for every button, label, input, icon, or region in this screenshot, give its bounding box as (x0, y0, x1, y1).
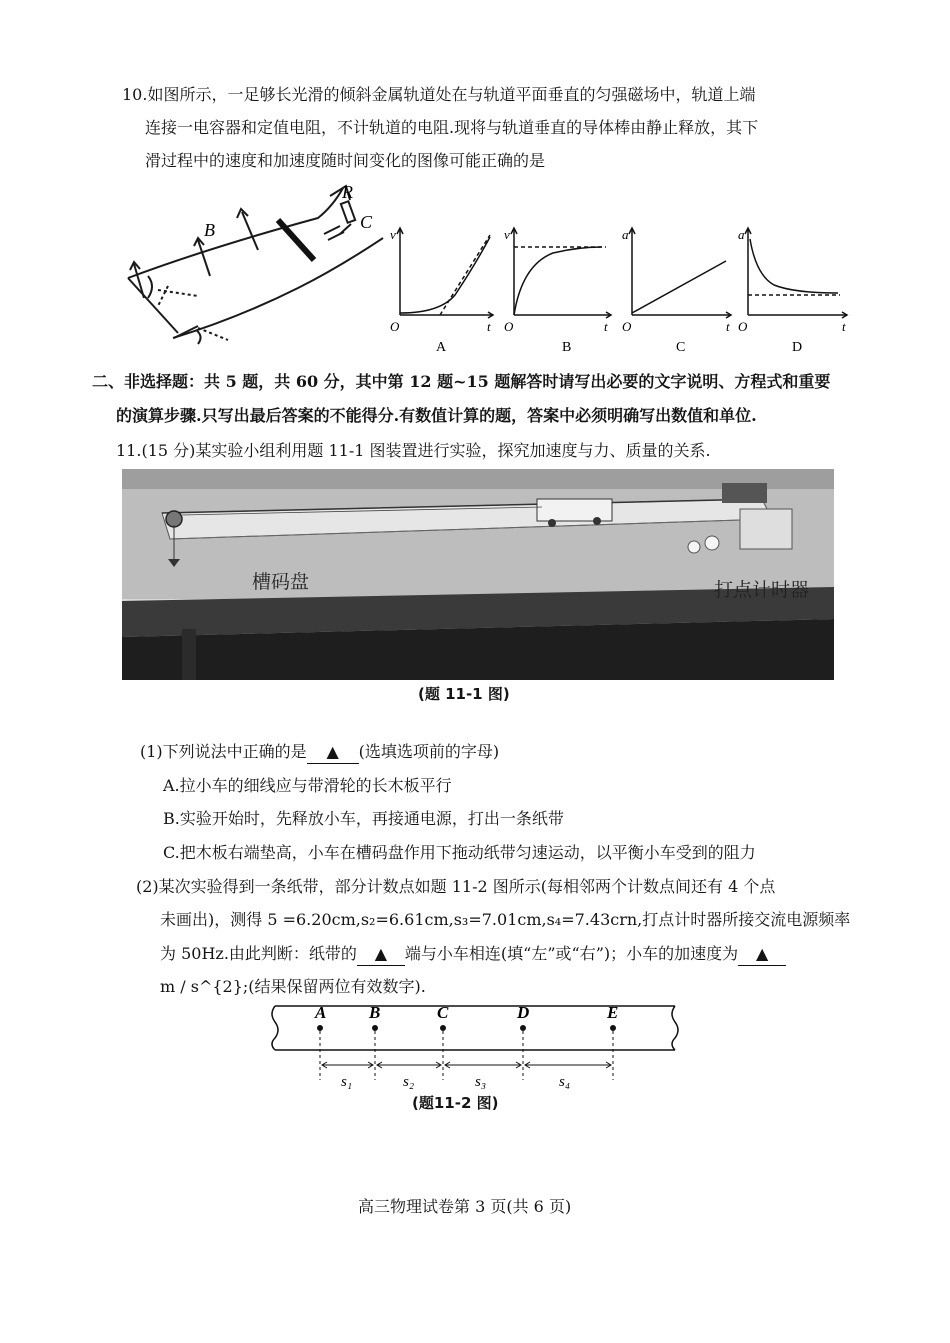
fig11-1-caption: (题 11-1 图) (418, 685, 510, 703)
xlabel: t (604, 319, 608, 334)
option-label: C (676, 340, 686, 355)
label-timer: 打点计时器 (714, 579, 810, 601)
curve (400, 237, 490, 313)
answer-blank-2[interactable]: ▲ (357, 943, 405, 966)
q11-part2-line-2: 未画出)，测得 5 =6.20cm,s₂=6.61cm,s₃=7.01cm,s₄=7.43crn,打点计时器所接交流电源频率 (160, 910, 851, 929)
tape-left-break (272, 1006, 278, 1050)
paper-tape-figure (265, 1000, 685, 1095)
conductor-rod (278, 220, 314, 260)
q10-line-3: 滑过程中的速度和加速度随时间变化的图像可能正确的是 (145, 151, 546, 170)
ylabel: a (738, 227, 745, 242)
curve (632, 261, 726, 313)
tape-right-break (672, 1006, 678, 1050)
field-arrows (130, 209, 258, 298)
timer-top (722, 483, 767, 503)
timer (740, 509, 792, 549)
q11-part2-line-3 (160, 943, 786, 966)
option-c: C.把木板右端垫高，小车在槽码盘作用下拖动纸带匀速运动，以平衡小车受到的阻力 (163, 843, 756, 862)
point-e: E (607, 1003, 619, 1022)
asymptote (440, 235, 490, 315)
option-label: D (792, 340, 803, 355)
origin: O (504, 319, 514, 334)
graph-c (618, 225, 736, 355)
curve (750, 239, 838, 293)
part1-suffix: (选填选项前的字母) (358, 742, 500, 761)
origin: O (738, 319, 748, 334)
label-b: B (204, 220, 215, 240)
option-b: B.实验开始时，先释放小车，再接通电源，打出一条纸带 (163, 809, 564, 828)
option-label: A (436, 340, 447, 355)
segment-s1: s₁ (341, 1074, 353, 1090)
label-weight-pan: 槽码盘 (252, 571, 310, 593)
ylabel: v (390, 227, 396, 242)
q11-part2-line-1: (2)某次实验得到一条纸带，部分计数点如题 11-2 图所示(每相邻两个计数点间还有 4 个点 (136, 877, 776, 896)
xlabel: t (487, 319, 491, 334)
cart (537, 499, 612, 521)
ylabel: a (622, 227, 629, 242)
segment-s3: s₃ (475, 1074, 487, 1090)
rail-lower (173, 238, 383, 338)
graph-d (734, 225, 854, 355)
graph-b (498, 225, 616, 355)
answer-blank-3[interactable]: ▲ (738, 943, 786, 966)
point-c: C (437, 1003, 449, 1022)
origin: O (390, 319, 400, 334)
segment-s4: s₄ (559, 1074, 571, 1090)
origin: O (622, 319, 632, 334)
point-a: A (315, 1003, 327, 1022)
q10-line-2: 连接一电容器和定值电阻，不计轨道的电阻.现将与轨道垂直的导体棒由静止释放，其下 (145, 118, 759, 137)
xlabel: t (842, 319, 846, 334)
q11-part2-line-4: m / s^{2};(结果保留两位有效数字). (160, 977, 426, 996)
fig11-2-caption: (题11-2 图) (412, 1094, 499, 1112)
rail-upper (128, 188, 343, 278)
part2-text-b: 端与小车相连(填“左”或“右”)；小车的加速度为 (404, 944, 739, 963)
q11-intro: 11.(15 分)某实验小组利用题 11-1 图装置进行实验，探究加速度与力、质量的关系. (116, 441, 711, 460)
apparatus-photo (122, 469, 834, 680)
ylabel: v (504, 227, 510, 242)
part2-text-a: 为 50Hz.由此判断：纸带的 (160, 944, 357, 963)
point-b: B (369, 1003, 381, 1022)
segment-s2: s₂ (403, 1074, 415, 1090)
label-c: C (360, 212, 373, 232)
table-leg (182, 629, 196, 680)
part1-prefix: (1)下列说法中正确的是 (140, 742, 307, 761)
q10-line-1: 10.如图所示，一足够长光滑的倾斜金属轨道处在与轨道平面垂直的匀强磁场中，轨道上端 (122, 85, 756, 104)
section2-line-1: 二、非选择题：共 5 题，共 60 分，其中第 12 题~15 题解答时请写出必要的文字说明、方程式和重要 (92, 372, 831, 391)
option-label: B (562, 340, 572, 355)
xlabel: t (726, 319, 730, 334)
point-d: D (517, 1003, 530, 1022)
segment-arrows (322, 1062, 611, 1068)
option-a: A.拉小车的细线应与带滑轮的长木板平行 (163, 776, 452, 795)
q11-part1-stem (140, 741, 499, 764)
curve (514, 247, 602, 315)
rail-diagram (118, 178, 388, 348)
graph-a (380, 225, 498, 355)
answer-blank-1[interactable]: ▲ (307, 741, 359, 764)
section2-line-2: 的演算步骤.只写出最后答案的不能得分.有数值计算的题，答案中必须明确写出数值和单位. (116, 406, 757, 425)
page-footer: 高三物理试卷第 3 页(共 6 页) (358, 1197, 572, 1216)
pulley (166, 511, 182, 527)
label-r: R (342, 182, 353, 202)
